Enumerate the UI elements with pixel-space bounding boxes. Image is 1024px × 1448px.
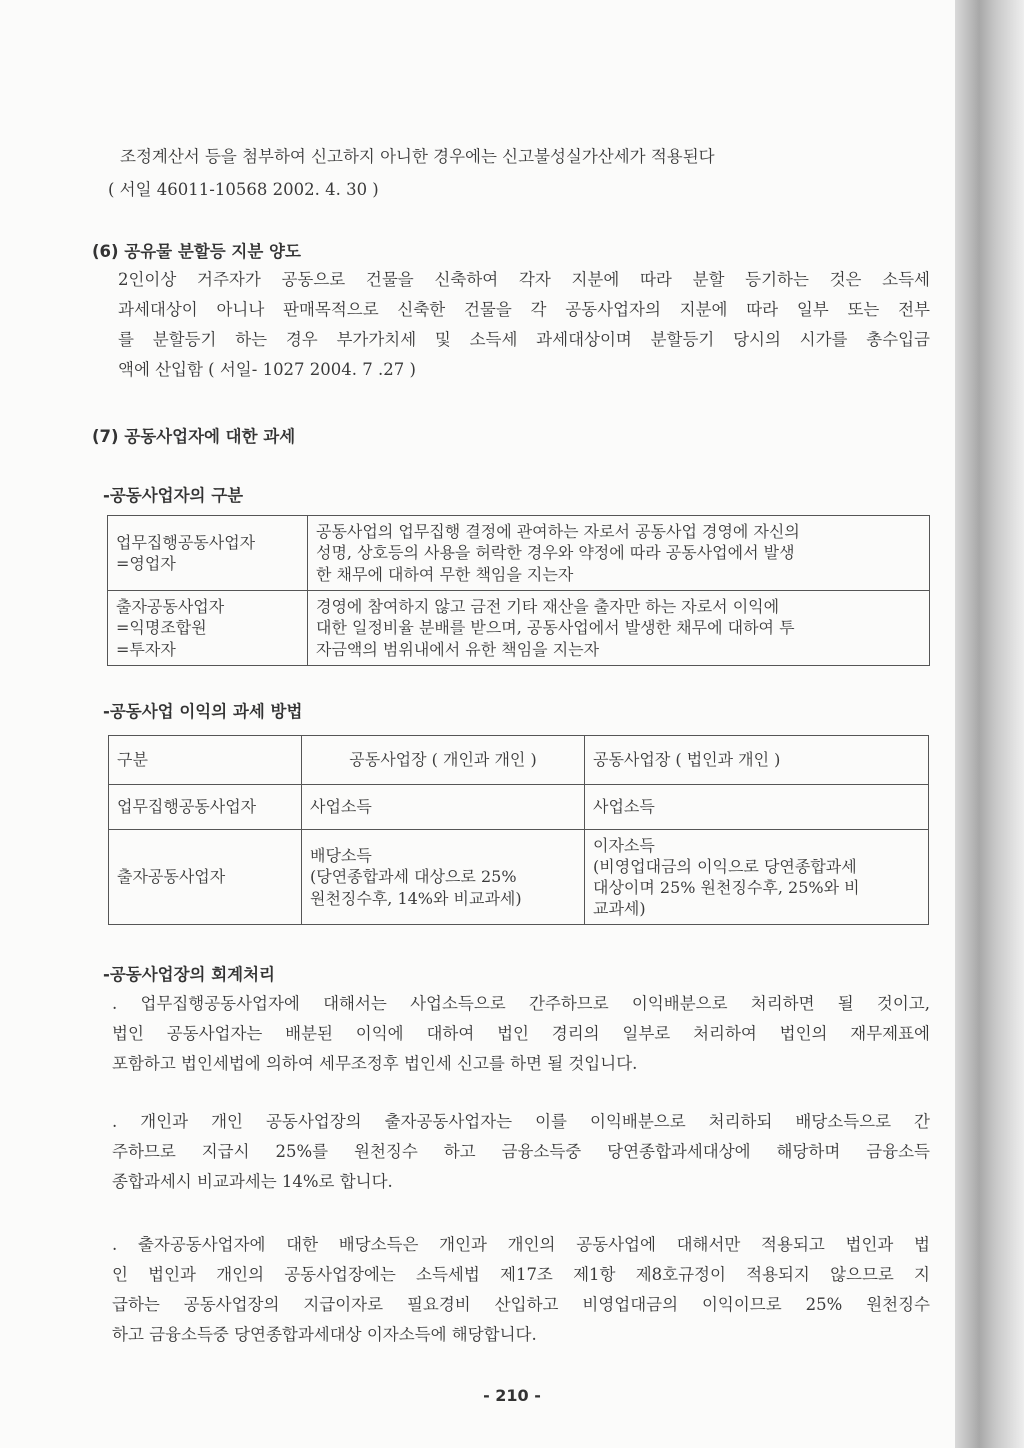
- section-6-paragraph: [118, 265, 930, 385]
- cell-text: =투자자: [116, 639, 176, 659]
- cell-text: 교과세): [593, 899, 646, 919]
- paragraph-line: 과세대상이 아니나 판매목적으로 신축한 건물을 각 공동사업자의 지분에 따라 일부 또는 전부: [118, 300, 930, 319]
- table-header-cell: 공동사업장 ( 법인과 개인 ): [585, 736, 929, 785]
- partner-types-table: [107, 515, 930, 666]
- paragraph-line: 를 분할등기 하는 경우 부가가치세 및 소득세 과세대상이며 분할등기 당시의 시가를 총수입금: [118, 330, 930, 349]
- cell-text: (당연종합과세 대상으로 25%: [310, 867, 517, 887]
- sub-heading-accounting: -공동사업장의 회계처리: [103, 965, 275, 984]
- accounting-paragraph-1: [112, 989, 930, 1079]
- paragraph-line: 주하므로 지급시 25%를 원천징수 하고 금융소득중 당연종합과세대상에 해당하며 금융소득: [112, 1142, 930, 1161]
- accounting-paragraph-3: [112, 1230, 930, 1350]
- table-row: [108, 516, 930, 591]
- table-cell: 사업소득: [302, 785, 585, 830]
- tax-method-table: [108, 735, 929, 925]
- cell-text: 한 채무에 대하여 무한 책임을 지는자: [316, 564, 574, 584]
- paragraph-line: . 개인과 개인 공동사업장의 출자공동사업자는 이를 이익배분으로 처리하되 배당소득으로 간: [112, 1112, 930, 1131]
- section-6-heading: (6) 공유물 분할등 지분 양도: [92, 242, 301, 261]
- paragraph-line: 포함하고 법인세법에 의하여 세무조정후 법인세 신고를 하면 될 것입니다.: [112, 1054, 638, 1073]
- table-cell: [302, 830, 585, 925]
- paragraph-line: 급하는 공동사업장의 지급이자로 필요경비 산입하고 비영업대금의 이익이므로 25% 원천징수: [112, 1295, 930, 1314]
- table-cell-description: [308, 591, 930, 666]
- cell-text: =익명조합원: [116, 618, 207, 638]
- table-row: [109, 830, 929, 925]
- table-cell: [585, 830, 929, 925]
- cell-text: 경영에 참여하지 않고 금전 기타 재산을 출자만 하는 자로서 이익에: [316, 597, 780, 617]
- book-spine-shadow: [955, 0, 1024, 1448]
- table-row: [109, 785, 929, 830]
- cell-text: =영업자: [116, 554, 176, 573]
- table-row: [109, 736, 929, 785]
- section-7-heading: (7) 공동사업자에 대한 과세: [92, 427, 296, 446]
- table-cell-description: [308, 516, 930, 591]
- table-header-cell: 구분: [109, 736, 302, 785]
- cell-text: 원천징수후, 14%와 비교과세): [310, 888, 522, 908]
- accounting-paragraph-2: [112, 1107, 930, 1197]
- paragraph-line: 법인 공동사업자는 배분된 이익에 대하여 법인 경리의 일부로 처리하여 법인의 재무제표에: [112, 1024, 930, 1043]
- table-cell-label: [108, 591, 308, 666]
- paragraph-line: 하고 금융소득중 당연종합과세대상 이자소득에 해당합니다.: [112, 1325, 537, 1344]
- sub-heading-partner-types: -공동사업자의 구분: [103, 486, 244, 505]
- paragraph-line: 종합과세시 비교과세는 14%로 합니다.: [112, 1172, 393, 1191]
- paragraph-line: . 업무집행공동사업자에 대해서는 사업소득으로 간주하므로 이익배분으로 처리하면 될 것이고,: [112, 994, 930, 1013]
- table-cell: 업무집행공동사업자: [109, 785, 302, 830]
- cell-text: (비영업대금의 이익으로 당연종합과세: [593, 856, 857, 876]
- cell-text: 대한 일정비율 분배를 받으며, 공동사업에서 발생한 채무에 대하여 투: [316, 618, 795, 638]
- sub-heading-tax-method: -공동사업 이익의 과세 방법: [103, 702, 303, 721]
- table-cell: 사업소득: [585, 785, 929, 830]
- cell-text: 대상이며 25% 원천징수후, 25%와 비: [593, 878, 860, 897]
- table-cell: 출자공동사업자: [109, 830, 302, 925]
- cell-text: 공동사업의 업무집행 결정에 관여하는 자로서 공동사업 경영에 자신의: [316, 522, 800, 542]
- cell-text: 성명, 상호등의 사용을 허락한 경우와 약정에 따라 공동사업에서 발생: [316, 543, 795, 563]
- table-cell-label: [108, 516, 308, 591]
- table-row: [108, 591, 930, 666]
- page-number: - 210 -: [483, 1386, 541, 1405]
- cell-text: 이자소득: [593, 835, 655, 855]
- table-header-cell: 공동사업장 ( 개인과 개인 ): [302, 736, 585, 785]
- cell-text: 업무집행공동사업자: [116, 532, 256, 552]
- paragraph-line: 액에 산입함 ( 서일- 1027 2004. 7 .27 ): [118, 360, 416, 379]
- cell-text: 출자공동사업자: [116, 597, 225, 617]
- paragraph-line: 2인이상 거주자가 공동으로 건물을 신축하여 각자 지분에 따라 분할 등기하는 것은 소득세: [118, 270, 930, 289]
- cell-text: 자금액의 범위내에서 유한 책임을 지는자: [316, 639, 600, 659]
- paragraph-line: . 출자공동사업자에 대한 배당소득은 개인과 개인의 공동사업에 대해서만 적용되고 법인과 법: [112, 1235, 930, 1254]
- paragraph-line: 인 법인과 개인의 공동사업장에는 소득세법 제17조 제1항 제8호규정이 적용되지 않으므로 지: [112, 1265, 930, 1284]
- cell-text: 배당소득: [310, 846, 372, 866]
- intro-line-1: 조정계산서 등을 첨부하여 신고하지 아니한 경우에는 신고불성실가산세가 적용된다: [120, 147, 715, 166]
- intro-citation: ( 서일 46011-10568 2002. 4. 30 ): [108, 180, 379, 199]
